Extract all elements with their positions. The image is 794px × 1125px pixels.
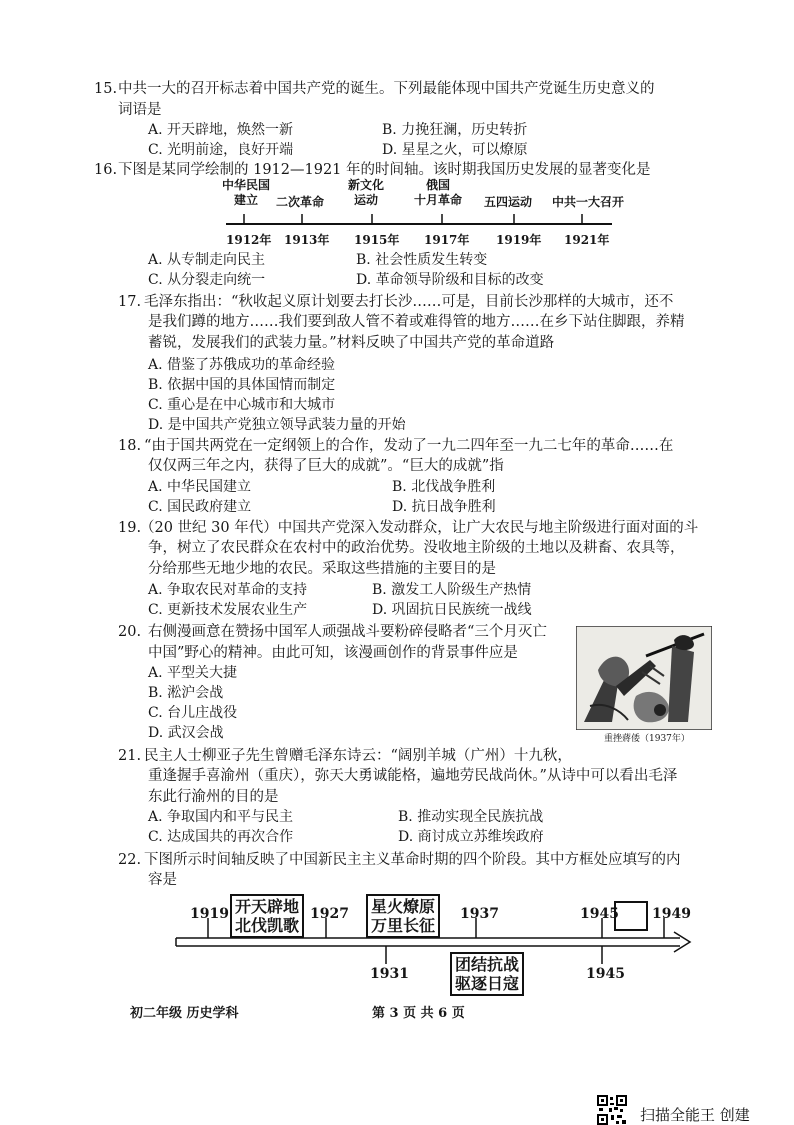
option-d: D. 武汉会战 (148, 725, 224, 741)
stem-line: 中共一大的召开标志着中国共产党的诞生。下列最能体现中国共产党诞生历史意义的 (118, 81, 655, 97)
timeline-year: 1945 (586, 966, 625, 982)
timeline-year: 1927 (310, 906, 349, 922)
timeline-year: 1921年 (564, 233, 610, 247)
option-a: A. 争取农民对革命的支持 (148, 582, 308, 598)
timeline-year: 1919 (190, 906, 229, 922)
option-b: B. 推动实现全民族抗战 (398, 809, 544, 825)
stem-line: 容是 (148, 872, 177, 888)
option-a: A. 争取国内和平与民主 (148, 809, 294, 825)
stem-line: 仅仅两三年之内，获得了巨大的成就”。“巨大的成就”指 (148, 458, 504, 474)
stem-line: 东此行渝州的目的是 (148, 788, 279, 805)
option-b: B. 依据中国的具体国情而制定 (148, 377, 336, 393)
option-c: C. 国民政府建立 (148, 499, 252, 515)
timeline-stage-box: 团结抗战 驱逐日寇 (450, 952, 524, 996)
question-number: 20. (118, 624, 142, 640)
timeline-stage-box: 开天辟地 北伐凯歌 (230, 894, 304, 938)
stem-line: 争，树立了农民群众在农村中的政治优势。没收地主阶级的土地以及耕畜、农具等， (148, 540, 685, 556)
stem-line: 重逢握手喜渝州（重庆），弥天大勇诚能格，遍地劳民战尚休。”从诗中可以看出毛泽 (148, 768, 678, 784)
timeline-year: 1919年 (496, 233, 542, 247)
option-a: A. 借鉴了苏俄成功的革命经验 (148, 357, 336, 373)
option-d: D. 巩固抗日民族统一战线 (372, 602, 532, 618)
timeline-year: 1912年 (226, 233, 272, 247)
timeline-year: 1937 (460, 906, 499, 922)
option-c: C. 重心是在中心城市和大城市 (148, 397, 336, 413)
question-number: 22. (118, 852, 142, 868)
timeline-event: 俄国 十月革命 (414, 178, 463, 207)
option-c: C. 达成国共的再次合作 (148, 829, 294, 845)
option-b: B. 社会性质发生转变 (356, 252, 488, 268)
option-b: B. 淞沪会战 (148, 685, 224, 701)
timeline-event: 二次革命 (276, 195, 325, 209)
footer-subject: 初二年级 历史学科 (130, 1006, 239, 1021)
option-d: D. 抗日战争胜利 (392, 499, 496, 515)
timeline-event: 五四运动 (484, 195, 533, 209)
option-c: C. 光明前途，良好开端 (148, 142, 294, 158)
footer-page-number: 第 3 页 共 6 页 (372, 1006, 465, 1021)
stem-line: （20 世纪 30 年代）中国共产党深入发动群众，让广大农民与地主阶级进行面对面的斗 (140, 520, 699, 536)
stem-line: 是我们蹲的地方……我们要到敌人管不着或难得管的地方……在乡下站住脚跟，养精 (148, 314, 685, 330)
option-c: C. 从分裂走向统一 (148, 272, 266, 288)
option-a: A. 中华民国建立 (148, 479, 252, 495)
timeline-year: 1917年 (424, 233, 470, 247)
timeline-year: 1915年 (354, 233, 400, 247)
timeline-event: 新文化 运动 (348, 178, 385, 207)
timeline-stage-box: 星火燎原 万里长征 (366, 894, 440, 938)
question-number: 18. (118, 438, 142, 454)
timeline-year: 1931 (370, 966, 409, 982)
option-a: A. 从专制走向民主 (148, 252, 266, 268)
option-b: B. 力挽狂澜，历史转折 (382, 122, 528, 138)
stem-line: 民主人士柳亚子先生曾赠毛泽东诗云：“阔别羊城（广州）十九秋， (144, 748, 572, 764)
stem-line: “由于国共两党在一定纲领上的合作，发动了一九二四年至一九二七年的革命……在 (144, 438, 674, 454)
answer-blank-box[interactable] (614, 901, 648, 931)
option-c: C. 台儿庄战役 (148, 705, 238, 721)
option-d: D. 星星之火，可以燎原 (382, 142, 528, 158)
timeline-event: 中共一大召开 (552, 195, 625, 209)
question-number: 19. (118, 520, 142, 536)
stem-line: 下图是某同学绘制的 1912—1921 年的时间轴。该时期我国历史发展的显著变化是 (118, 162, 651, 178)
timeline-year: 1913年 (284, 233, 330, 247)
stem-line: 中国”野心的精神。由此可知，该漫画创作的背景事件应是 (148, 644, 518, 661)
question-number: 17. (118, 294, 142, 310)
option-b: B. 北伐战争胜利 (392, 479, 496, 495)
stem-line: 毛泽东指出：“秋收起义原计划要去打长沙……可是，目前长沙那样的大城市，还不 (144, 294, 674, 310)
scanner-brand-label: 扫描全能王 创建 (640, 1106, 750, 1124)
option-a: A. 开天辟地，焕然一新 (148, 122, 294, 138)
stem-line: 右侧漫画意在赞扬中国军人顽强战斗要粉碎侵略者“三个月灭亡 (148, 624, 547, 640)
stem-line: 词语是 (118, 101, 162, 118)
timeline-event: 中华民国 建立 (222, 178, 271, 207)
option-b: B. 激发工人阶级生产热情 (372, 582, 532, 598)
question-number: 15. (94, 81, 118, 97)
question-number: 21. (118, 748, 142, 764)
option-d: D. 商讨成立苏维埃政府 (398, 829, 544, 845)
timeline-year: 1945 (580, 906, 619, 922)
question-number: 16. (94, 162, 118, 178)
option-d: D. 是中国共产党独立领导武装力量的开始 (148, 417, 406, 433)
stem-line: 蓄锐，发展我们的武装力量。”材料反映了中国共产党的革命道路 (148, 334, 555, 351)
timeline-year: 1949 (652, 906, 691, 922)
option-a: A. 平型关大捷 (148, 665, 238, 681)
qr-code-icon (597, 1095, 627, 1125)
stem-line: 下图所示时间轴反映了中国新民主主义革命时期的四个阶段。其中方框处应填写的内 (144, 852, 681, 868)
cartoon-caption: 重挫蔣倭（1937年） (604, 734, 690, 744)
option-d: D. 革命领导阶级和目标的改变 (356, 272, 544, 288)
stem-line: 分给那些无地少地的农民。采取这些措施的主要目的是 (148, 560, 496, 577)
option-c: C. 更新技术发展农业生产 (148, 602, 308, 618)
